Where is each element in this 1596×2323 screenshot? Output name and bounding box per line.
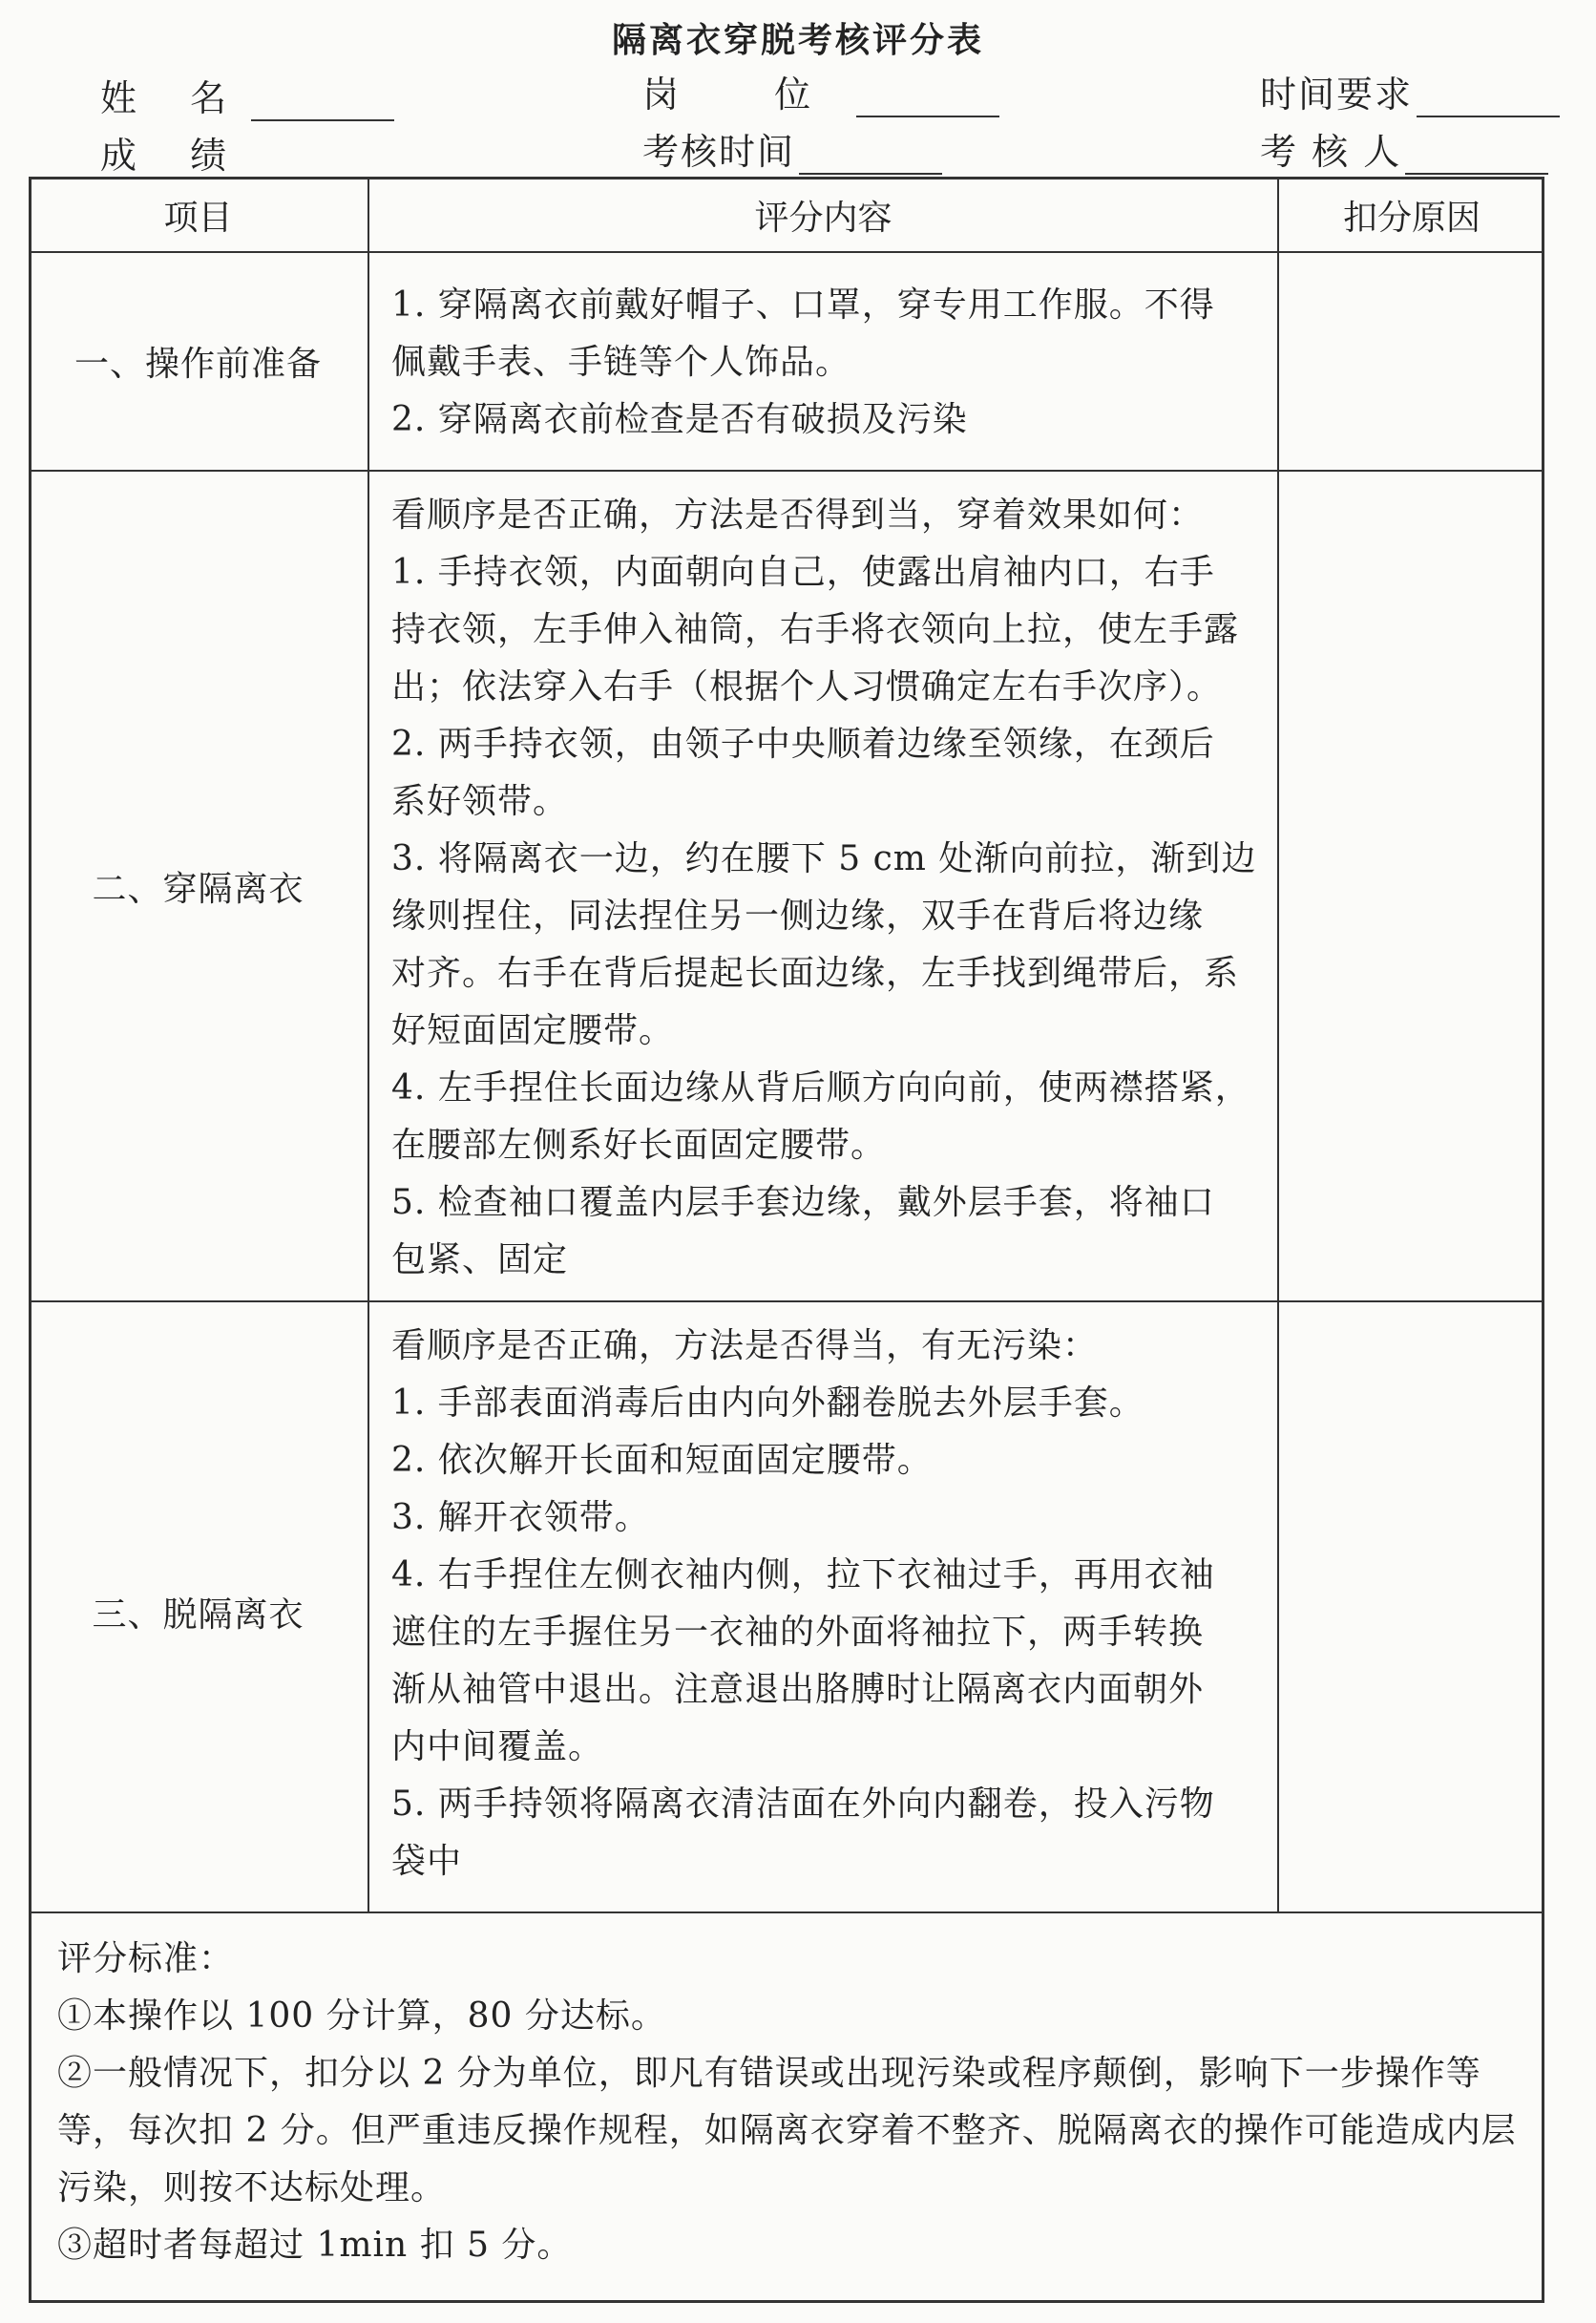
header-deduction-reason: 扣分原因 xyxy=(1342,199,1480,238)
post-blank[interactable] xyxy=(856,79,999,117)
row2-line: 对齐。右手在背后提起长面边缘，左手找到绳带后，系 xyxy=(391,954,1240,993)
row3-line: 3. 解开衣领带。 xyxy=(391,1498,650,1537)
row2-line: 4. 左手捏住长面边缘从背后顺方向向前，使两襟搭紧， xyxy=(391,1068,1250,1108)
examiner-blank[interactable] xyxy=(1405,137,1548,175)
criteria-line: 评分标准： xyxy=(57,1939,235,1978)
row1-line: 1. 穿隔离衣前戴好帽子、口罩，穿专用工作服。不得 xyxy=(391,285,1215,325)
row2-line: 5. 检查袖口覆盖内层手套边缘，戴外层手套，将袖口 xyxy=(391,1183,1215,1222)
col-divider-1 xyxy=(368,177,369,1912)
criteria-line: ①本操作以 100 分计算，80 分达标。 xyxy=(57,1996,666,2036)
score-blank[interactable] xyxy=(251,140,394,179)
exam-time-label: 考核时间 xyxy=(642,131,796,173)
examiner-label: 考 核 人 xyxy=(1260,131,1402,173)
criteria-line: ②一般情况下，扣分以 2 分为单位，即凡有错误或出现污染或程序颠倒，影响下一步操作等 xyxy=(57,2054,1481,2093)
exam-time-field xyxy=(642,122,942,175)
row1-content xyxy=(391,277,1270,449)
row2-content xyxy=(391,487,1270,1289)
row3-line: 1. 手部表面消毒后由内向外翻卷脱去外层手套。 xyxy=(391,1383,1144,1423)
time-requirement-label: 时间要求 xyxy=(1260,74,1414,116)
row3-deduction-cell[interactable] xyxy=(1279,1302,1542,1911)
row2-line: 在腰部左侧系好长面固定腰带。 xyxy=(391,1126,887,1165)
criteria-line: 等，每次扣 2 分。但严重违反操作规程，如隔离衣穿着不整齐、脱隔离衣的操作可能造成内层 xyxy=(57,2111,1517,2150)
row2-line: 1. 手持衣领，内面朝向自己，使露出肩袖内口，右手 xyxy=(391,553,1215,592)
row3-line: 看顺序是否正确，方法是否得当，有无污染： xyxy=(391,1326,1099,1365)
row3-line: 内中间覆盖。 xyxy=(391,1727,604,1766)
criteria-line: ③超时者每超过 1min 扣 5 分。 xyxy=(57,2226,573,2265)
row1-line: 佩戴手表、手链等个人饰品。 xyxy=(391,343,851,382)
row3-line: 4. 右手捏住左侧衣袖内侧，拉下衣袖过手，再用衣袖 xyxy=(391,1555,1215,1594)
row1-line: 2. 穿隔离衣前检查是否有破损及污染 xyxy=(391,400,968,439)
row3-item: 三、脱隔离衣 xyxy=(92,1595,304,1635)
row1-deduction-cell[interactable] xyxy=(1279,253,1542,470)
row2-line: 好短面固定腰带。 xyxy=(391,1011,675,1050)
name-blank[interactable] xyxy=(251,83,394,121)
row2-line: 包紧、固定 xyxy=(391,1240,569,1279)
row2-line: 出；依法穿入右手（根据个人习惯确定左右手次序）。 xyxy=(391,667,1223,707)
header-item: 项目 xyxy=(163,199,233,238)
row3-line: 遮住的左手握住另一衣袖的外面将袖拉下，两手转换 xyxy=(391,1613,1205,1652)
row2-line: 缘则捏住，同法捏住另一侧边缘，双手在背后将边缘 xyxy=(391,897,1205,936)
row2-line: 2. 两手持衣领，由领子中央顺着边缘至领缘，在颈后 xyxy=(391,725,1215,764)
time-requirement-field xyxy=(1260,65,1560,117)
post-field xyxy=(642,65,999,117)
row2-item: 二、穿隔离衣 xyxy=(92,870,304,909)
name-label: 姓 名 xyxy=(100,77,248,119)
row2-line: 3. 将隔离衣一边，约在腰下 5 cm 处渐向前拉，渐到边 xyxy=(391,839,1257,878)
examiner-field xyxy=(1260,122,1548,175)
time-requirement-blank[interactable] xyxy=(1417,79,1560,117)
row3-content xyxy=(391,1318,1270,1890)
row3-line: 袋中 xyxy=(391,1842,463,1881)
row3-line: 渐从袖管中退出。注意退出胳膊时让隔离衣内面朝外 xyxy=(391,1670,1205,1709)
post-label: 岗 位 xyxy=(642,74,853,116)
row3-line: 2. 依次解开长面和短面固定腰带。 xyxy=(391,1441,933,1480)
page-title: 隔离衣穿脱考核评分表 xyxy=(611,21,984,60)
criteria-line: 污染，则按不达标处理。 xyxy=(57,2168,447,2207)
name-field xyxy=(100,69,394,121)
header-content: 评分内容 xyxy=(754,199,892,238)
row2-line: 系好领带。 xyxy=(391,782,569,821)
row2-line: 持衣领，左手伸入袖筒，右手将衣领向上拉，使左手露 xyxy=(391,610,1240,649)
row2-line: 看顺序是否正确，方法是否得到当，穿着效果如何： xyxy=(391,496,1205,535)
row3-line: 5. 两手持领将隔离衣清洁面在外向内翻卷，投入污物 xyxy=(391,1784,1215,1824)
score-field xyxy=(100,126,394,179)
scoring-criteria xyxy=(57,1931,1532,2274)
row2-deduction-cell[interactable] xyxy=(1279,472,1542,1300)
score-label: 成 绩 xyxy=(100,135,248,177)
rule-row3 xyxy=(29,1911,1544,1913)
exam-time-blank[interactable] xyxy=(799,137,942,175)
row1-item: 一、操作前准备 xyxy=(74,345,322,384)
